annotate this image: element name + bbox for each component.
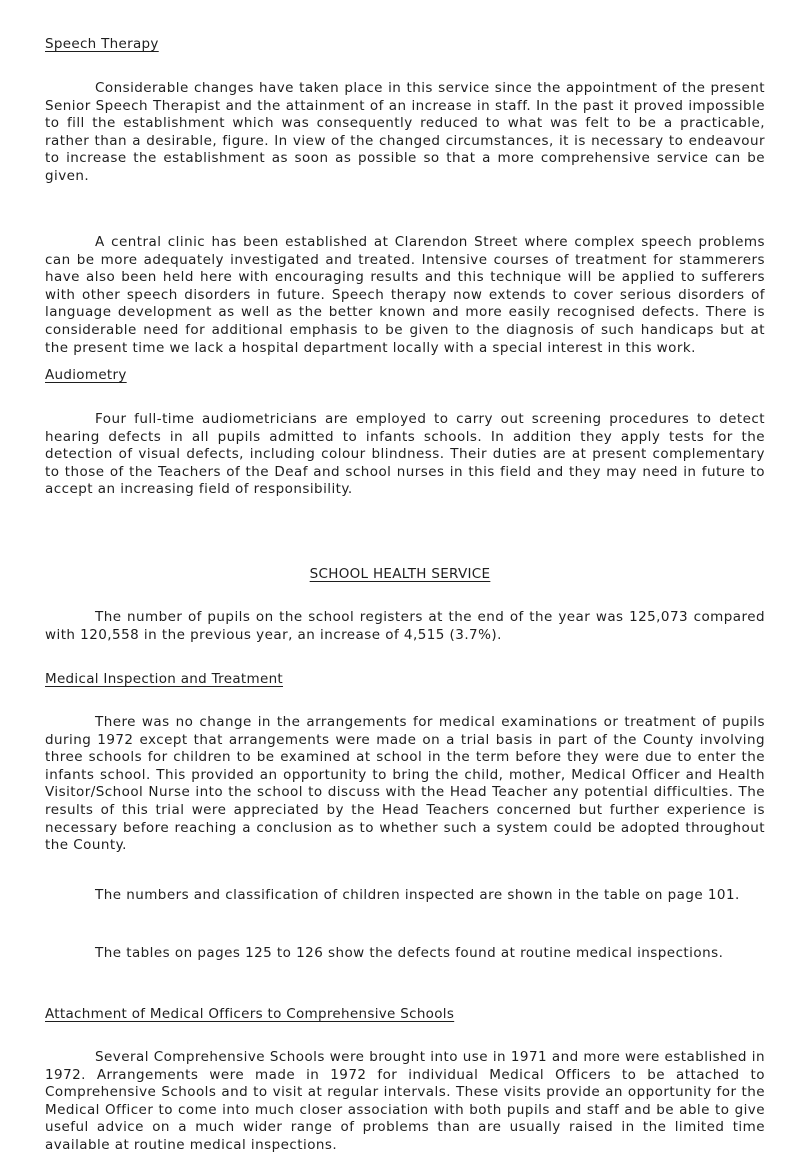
heading-speech-therapy: Speech Therapy bbox=[45, 36, 159, 52]
paragraph-speech-therapy-1: Considerable changes have taken place in this service since the appointment of the present Senior Speech Therapist and the attainment of an increase in staff. In the past it proved impossible to fill the establishment which was consequently reduced to what was felt to be a practicable, rather than a desirable, figure. In view of the changed circumstances, it is necessary to endeavour to increase the establishment as soon as possible so that a more comprehensive service can be given. bbox=[45, 80, 765, 184]
paragraph-medical-inspection-3: The tables on pages 125 to 126 show the defects found at routine medical inspections. bbox=[95, 945, 724, 961]
paragraph-speech-therapy-2: A central clinic has been established at Clarendon Street where complex speech problems can be more adequately investigated and treated. Intensive courses of treatment for stammerers have also been held here with encouraging results and this technique will be applied to sufferers with other speech disorders in future. Speech therapy now extends to cover serious disorders of language development as well as the better known and more easily recognised defects. There is considerable need for additional emphasis to be given to the diagnosis of such handicaps but at the present time we lack a hospital department locally with a special interest in this work. bbox=[45, 234, 765, 356]
paragraph-medical-inspection-1: There was no change in the arrangements for medical examinations or treatment of pupils during 1972 except that arrangements were made on a trial basis in part of the County involving three schools for children to be examined at school in the term before they were due to enter the infants school. This provided an opportunity to bring the child, mother, Medical Officer and Health Visitor/School Nurse into the school to discuss with the Head Teacher any potential difficulties. The results of this trial were appreciated by the Head Teachers concerned but further experience is necessary before reaching a conclusion as to whether such a system could be adopted throughout the County. bbox=[45, 714, 765, 854]
paragraph-audiometry-1: Four full-time audiometricians are employed to carry out screening procedures to detect hearing defects in all pupils admitted to infants schools. In addition they apply tests for the detection of visual defects, including colour blindness. Their duties are at present complementary to those of the Teachers of the Deaf and school nurses in this field and they may need in future to accept an increasing field of responsibility. bbox=[45, 411, 765, 498]
heading-medical-inspection: Medical Inspection and Treatment bbox=[45, 671, 284, 687]
paragraph-attachment-1: Several Comprehensive Schools were brought into use in 1971 and more were established in 1972. Arrangements were made in 1972 for individual Medical Officers to be attached to Comprehensive Schools and to visit at regular intervals. These visits provide an opportunity for the Medical Officer to come into much closer association with both pupils and staff and be able to give useful advice on a much wider range of problems than are usually raised in the limited time available at routine medical inspections. bbox=[45, 1049, 765, 1153]
heading-attachment: Attachment of Medical Officers to Comprehensive Schools bbox=[45, 1006, 455, 1022]
heading-school-health-service: SCHOOL HEALTH SERVICE bbox=[309, 566, 491, 582]
paragraph-school-health-1: The number of pupils on the school registers at the end of the year was 125,073 compared with 120,558 in the previous year, an increase of 4,515 (3.7%). bbox=[45, 609, 765, 643]
paragraph-medical-inspection-2: The numbers and classification of children inspected are shown in the table on page 101. bbox=[95, 887, 740, 903]
heading-audiometry: Audiometry bbox=[45, 367, 127, 383]
